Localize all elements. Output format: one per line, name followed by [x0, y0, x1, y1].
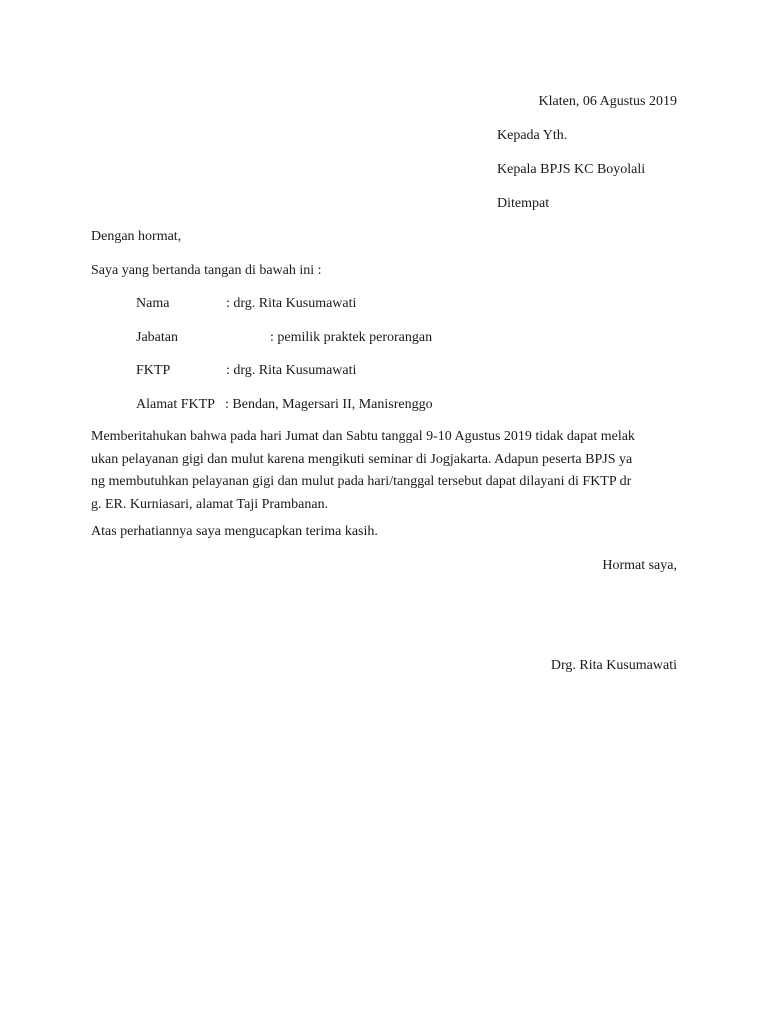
field-label-fktp: FKTP: [136, 363, 171, 378]
body-line-4: g. ER. Kurniasari, alamat Taji Prambanan.: [91, 496, 329, 512]
field-value-fktp: : drg. Rita Kusumawati: [226, 363, 357, 378]
salutation: Dengan hormat,: [91, 229, 182, 244]
place-date: Klaten, 06 Agustus 2019: [538, 94, 677, 109]
body-line-1: Memberitahukan bahwa pada hari Jumat dan Sabtu tanggal 9-10 Agustus 2019 tidak dapat melak: [91, 429, 635, 444]
recipient-line-3: Ditempat: [497, 196, 550, 211]
field-value-nama: : drg. Rita Kusumawati: [226, 296, 357, 311]
body-line-3: ng membutuhkan pelayanan gigi dan mulut pada hari/tanggal tersebut dapat dilayani di FKTP dr: [91, 474, 632, 489]
recipient-line-2: Kepala BPJS KC Boyolali: [497, 162, 646, 177]
field-value-alamat: : Bendan, Magersari II, Manisrenggo: [225, 397, 433, 412]
field-label-nama: Nama: [136, 296, 170, 311]
signatory-name: Drg. Rita Kusumawati: [550, 658, 677, 673]
field-label-jabatan: Jabatan: [136, 330, 178, 345]
field-label-alamat: Alamat FKTP: [136, 397, 215, 412]
intro-text: Saya yang bertanda tangan di bawah ini :: [91, 263, 322, 278]
closing-text: Atas perhatiannya saya mengucapkan terima kasih.: [91, 524, 378, 539]
body-line-2: ukan pelayanan gigi dan mulut karena mengikuti seminar di Jogjakarta. Adapun peserta BPJS ya: [91, 451, 633, 467]
recipient-line-1: Kepada Yth.: [497, 128, 568, 143]
body-paragraph: [91, 426, 677, 516]
sign-off: Hormat saya,: [602, 558, 677, 573]
field-value-jabatan: : pemilik praktek perorangan: [270, 330, 433, 345]
